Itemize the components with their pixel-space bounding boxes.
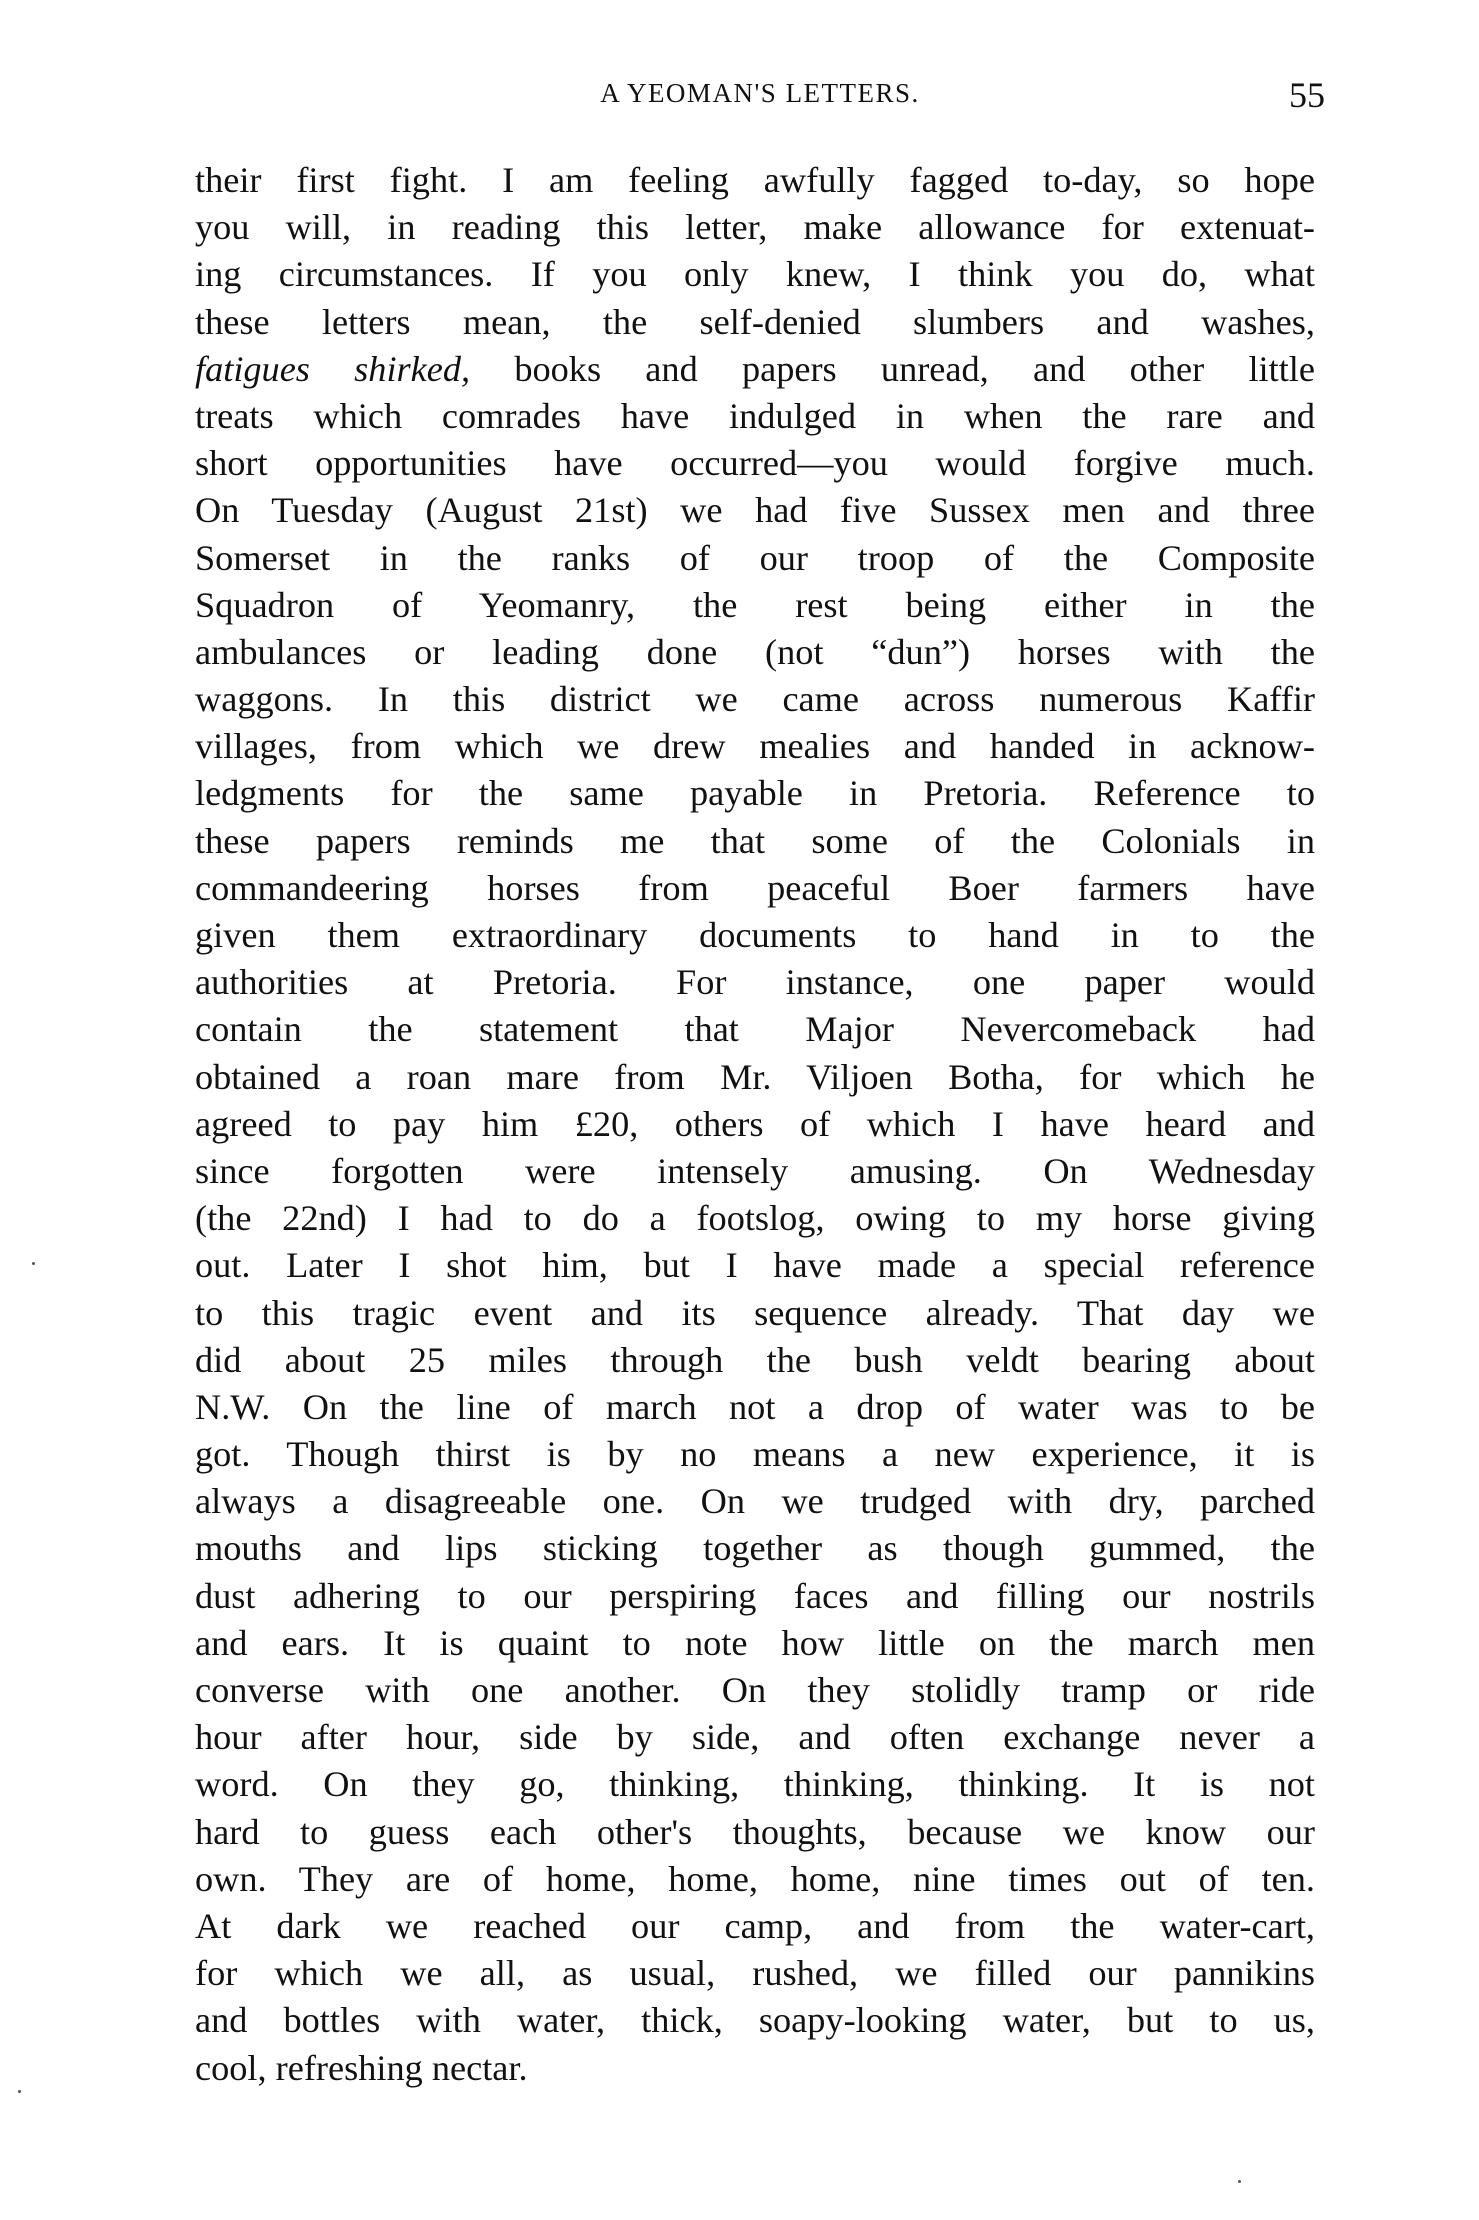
text-line: since forgotten were intensely amusing. On Wednesday [195,1150,1315,1191]
text-line: got. Though thirst is by no means a new experience, it is [195,1434,1315,1475]
text-line: out. Later I shot him, but I have made a special reference [195,1245,1315,1286]
text-line: their first fight. I am feeling awfully fagged to-day, so hope [195,160,1315,200]
text-line: cool, refreshing nectar. [195,2047,528,2088]
text-line: (the 22nd) I had to do a footslog, owing to my horse giving [195,1198,1315,1239]
text-line: hard to guess each other's thoughts, because we know our [195,1811,1315,1852]
body-text [195,157,1315,2092]
text-line: word. On they go, thinking, thinking, thinking. It is not [195,1764,1315,1805]
italic-phrase: fatigues shirked, [195,348,471,389]
text-line: these letters mean, the self-denied slumbers and washes, [195,301,1315,342]
text-line: for which we all, as usual, rushed, we filled our pannikins [195,1953,1315,1994]
text-line: authorities at Pretoria. For instance, one paper would [195,962,1315,1003]
text-line: converse with one another. On they stolidly tramp or ride [195,1670,1315,1710]
text-line [195,346,1315,393]
text-line: N.W. On the line of march not a drop of water was to be [195,1386,1315,1427]
text-line: and bottles with water, thick, soapy-looking water, but to us, [195,2000,1315,2041]
text-line: these papers reminds me that some of the Colonials in [195,820,1315,861]
text-line: ambulances or leading done (not “dun”) horses with the [195,631,1315,672]
text-line: ledgments for the same payable in Pretoria. Reference to [195,773,1315,814]
text-line: contain the statement that Major Nevercomeback had [195,1009,1315,1050]
text-line: commandeering horses from peaceful Boer farmers have [195,867,1315,908]
text-line: short opportunities have occurred—you would forgive much. [195,443,1315,484]
text-line: On Tuesday (August 21st) we had five Sussex men and three [195,490,1315,531]
text-run: books and papers unread, and other little [470,348,1315,389]
text-line: mouths and lips sticking together as though gummed, the [195,1528,1315,1569]
print-speck [18,2090,21,2093]
text-line: always a disagreeable one. On we trudged with dry, parched [195,1481,1315,1522]
text-line: dust adhering to our perspiring faces and filling our nostrils [195,1575,1315,1616]
text-line: given them extraordinary documents to hand in to the [195,915,1315,955]
text-line: did about 25 miles through the bush veldt bearing about [195,1339,1315,1380]
text-line: you will, in reading this letter, make allowance for extenuat- [195,207,1315,248]
page-number: 55 [1289,75,1325,115]
print-speck [32,1262,35,1265]
text-line: own. They are of home, home, home, nine times out of ten. [195,1858,1315,1899]
text-line: Squadron of Yeomanry, the rest being either in the [195,584,1315,625]
print-speck [1238,2180,1241,2183]
text-line: obtained a roan mare from Mr. Viljoen Botha, for which he [195,1056,1315,1097]
text-line: ing circumstances. If you only knew, I think you do, what [195,254,1315,295]
text-line: Somerset in the ranks of our troop of the Composite [195,537,1315,578]
text-line: and ears. It is quaint to note how little on the march men [195,1622,1315,1663]
running-title: A YEOMAN'S LETTERS. [600,78,920,108]
text-line: waggons. In this district we came across numerous Kaffir [195,679,1315,720]
text-line: to this tragic event and its sequence already. That day we [195,1292,1315,1333]
text-line: hour after hour, side by side, and often exchange never a [195,1717,1315,1758]
text-line: treats which comrades have indulged in when the rare and [195,395,1315,436]
text-line: At dark we reached our camp, and from the water-cart, [195,1905,1315,1946]
text-line: villages, from which we drew mealies and handed in acknow- [195,726,1315,767]
running-head [195,74,1325,124]
text-line: agreed to pay him £20, others of which I have heard and [195,1103,1315,1144]
